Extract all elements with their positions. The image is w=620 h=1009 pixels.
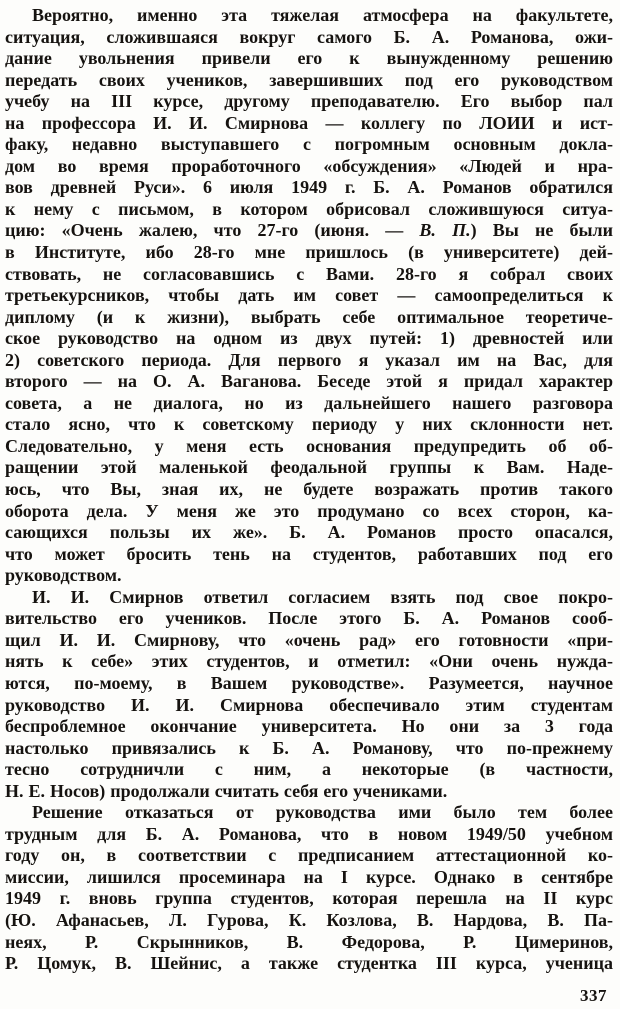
paragraph xyxy=(5,5,613,587)
text-line: второго — на О. А. Ваганова. Беседе этой я придал характер xyxy=(5,371,613,392)
paragraph xyxy=(5,802,613,974)
text-line: ются, по-моему, в Вашем руководстве». Разумеется, научное xyxy=(5,672,613,693)
text-line: оборота дела. У меня же это продумано со всех сторон, ка- xyxy=(5,500,613,521)
text-line: дом во время проработочного «обсуждения» «Людей и нра- xyxy=(5,155,613,176)
italic-text: В. П. xyxy=(419,220,471,241)
text-line: Следовательно, у меня есть основания предупредить об об- xyxy=(5,435,613,456)
text-line: тесно сотрудничли с ним, а некоторые (в частности, xyxy=(5,759,613,780)
text-line: Вероятно, именно эта тяжелая атмосфера на факультете, xyxy=(32,5,613,25)
text-line: ращении этой маленькой феодальной группы к Вам. Наде- xyxy=(5,457,613,478)
text-line: беспроблемное окончание университета. Но они за 3 года xyxy=(5,716,613,737)
text-line: третьекурсников, чтобы дать им совет — самоопределиться к xyxy=(5,285,613,306)
text-line: Р. Цомук, В. Шейнис, а также студентка III курса, ученица xyxy=(5,953,613,974)
text-line: миссии, лишился просеминара на I курсе. Однако в сентябре xyxy=(5,866,613,887)
text-line: совета, а не диалога, но из дальнейшего нашего разговора xyxy=(5,392,613,413)
text-line: сающихся пользы их же». Б. А. Романов просто опасался, xyxy=(5,522,613,543)
text-line: факу, недавно выступавшего с погромным основным докла- xyxy=(5,134,613,155)
text-line: к нему с письмом, в котором обрисовал сложившуюся ситуа- xyxy=(5,198,613,219)
text-line: вительство его учеников. После этого Б. А. Романов сооб- xyxy=(5,608,613,629)
text-line: (Ю. Афанасьев, Л. Гурова, К. Козлова, В. Нардова, В. Па- xyxy=(5,909,613,930)
text-line: Н. Е. Носов) продолжали считать себя его учениками. xyxy=(5,780,448,801)
text-line: дание увольнения привели его к вынужденному решению xyxy=(5,48,613,69)
text-line: трудным для Б. А. Романова, что в новом 1949/50 учебном xyxy=(5,823,613,844)
text-line: передать своих учеников, завершивших под его руководством xyxy=(5,69,613,90)
text-block xyxy=(5,5,613,975)
text-line: 2) советского периода. Для первого я указал им на Вас, для xyxy=(5,349,613,370)
text-line: учебу на III курсе, другому преподавателю. Его выбор пал xyxy=(5,91,613,112)
text-line: ситуация, сложившаяся вокруг самого Б. А. Романова, ожи- xyxy=(5,26,613,47)
text-line: 1949 г. вновь группа студентов, которая перешла на II курс xyxy=(5,888,613,909)
text-line: настолько привязались к Б. А. Романову, что по-прежнему xyxy=(5,737,613,758)
text-line: неях, Р. Скрынников, В. Федорова, Р. Цимеринов, xyxy=(5,931,613,952)
text-line: И. И. Смирнов ответил согласием взять под свое покро- xyxy=(32,586,613,607)
text-line: нять к себе» этих студентов, и отметил: «Они очень нужда- xyxy=(5,651,613,672)
text-line: на профессора И. И. Смирнова — коллегу по ЛОИИ и ист- xyxy=(5,112,613,133)
text-line: что может бросить тень на студентов, работавших под его xyxy=(5,543,613,564)
text-line: руководством. xyxy=(5,565,122,586)
text-line: в Институте, ибо 28-го мне пришлось (в университете) дей- xyxy=(5,242,613,263)
text-line: стало ясно, что к советскому периоду у них склонности нет. xyxy=(5,414,613,435)
text-line: цию: «Очень жалею, что 27-го (июня. — В. П.) Вы не были xyxy=(5,220,613,241)
text-line: щил И. И. Смирнову, что «очень рад» его готовности «при- xyxy=(5,629,613,650)
text-line: ствовать, не согласовавшись с Вами. 28-го я собрал своих xyxy=(5,263,613,284)
text-line: ское руководство на одном из двух путей: 1) древностей или xyxy=(5,328,613,349)
paragraph xyxy=(5,587,613,802)
text-line: юсь, что Вы, зная их, не будете возражать против такого xyxy=(5,479,613,500)
text-line: вов древней Руси». 6 июля 1949 г. Б. А. Романов обратился xyxy=(5,177,613,198)
text-line: руководство И. И. Смирнова обеспечивало этим студентам xyxy=(5,694,613,715)
page-number: 337 xyxy=(580,986,607,1005)
text-line: году он, в соответствии с предписанием аттестационной ко- xyxy=(5,845,613,866)
text-line: Решение отказаться от руководства ими было тем более xyxy=(32,802,613,823)
text-line: диплому (и к жизни), выбрать себе оптимальное теоретиче- xyxy=(5,306,613,327)
